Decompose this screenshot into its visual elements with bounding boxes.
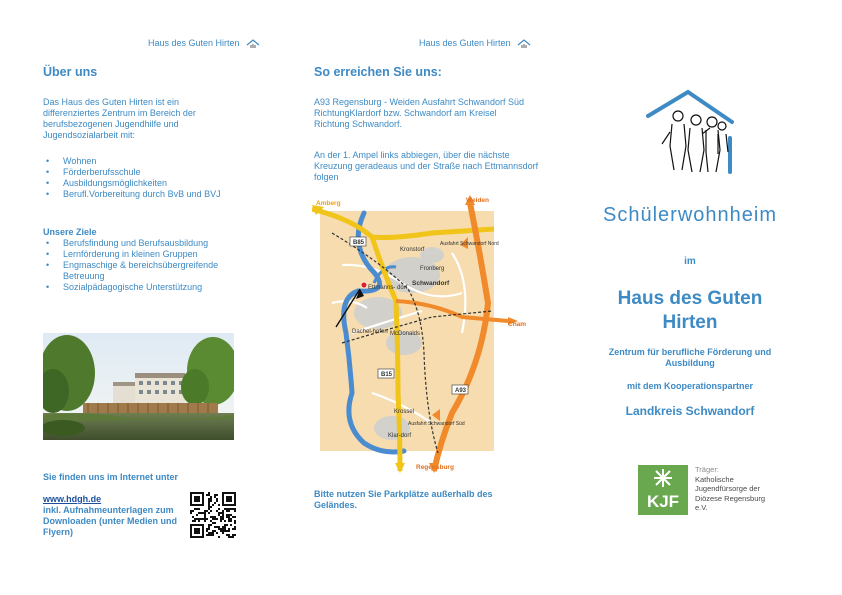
about-intro: Das Haus des Guten Hirten ist ein differenziertes Zentrum im Bereich der berufsbezogenen Jugendhilfe und Jugendsozialarbeit mit: (43, 97, 196, 140)
map-label-mcdonalds: McDonalds (390, 331, 421, 337)
directions-text-2: An der 1. Ampel links abbiegen, über die nächste Kreuzung geradeaus und der Straße nach Ettmannsdorf folgen (314, 150, 539, 182)
institution-subtitle: Zentrum für berufliche Förderung und Ausbildung (608, 347, 772, 368)
list-item: • Lernförderung in kleinen Gruppen (43, 249, 253, 260)
svg-text:B85: B85 (353, 240, 365, 246)
website-link-wrap (43, 494, 101, 505)
map-label-schwandorf: Schwandorf (412, 280, 450, 287)
house-logo (640, 88, 740, 178)
traeger-block (695, 465, 785, 513)
list-item: • Berufl.Vorbereitung durch BvB und BVJ (43, 189, 253, 200)
map-label-regensburg: Regensburg (416, 464, 454, 471)
website-note: inkl. Aufnahmeunterlagen zum Downloaden (unter Medien und Flyern) (43, 505, 177, 537)
map-label-amberg: Amberg (316, 200, 341, 207)
road-shield-b15 (378, 369, 394, 378)
parking-note: Bitte nutzen Sie Parkplätze außerhalb des Geländes. (314, 489, 493, 510)
goals-heading: Unsere Ziele (43, 227, 97, 237)
partner-intro: mit dem Kooperationspartner (626, 381, 754, 391)
traeger-name: Katholische Jugendfürsorge der Diözese Regensburg e.V. (695, 474, 766, 512)
col1-header (148, 38, 260, 49)
qr-code (190, 492, 236, 538)
kjf-logo-text: KJF (646, 492, 680, 511)
list-item: • Sozialpädagogische Unterstützung (43, 282, 253, 293)
im-label: im (684, 256, 696, 267)
building-photo (43, 333, 234, 440)
house-people-icon (640, 88, 740, 178)
list-item: • Förderberufsschule (43, 167, 253, 178)
traeger-label: Träger: (695, 465, 719, 474)
internet-heading: Sie finden uns im Internet unter (43, 472, 179, 482)
list-item: • Engmaschige & bereichsübergreifende Betreuung (43, 260, 253, 282)
road-shield-b85 (350, 237, 366, 246)
map-label-fronberg: Fronberg (420, 266, 445, 272)
map-label-ausfahrt-sued: Ausfahrt Schwandorf Süd (408, 421, 465, 427)
col1-header-text: Haus des Guten Hirten (148, 38, 240, 48)
svg-text:A93: A93 (455, 388, 467, 394)
map-label-cham: Cham (508, 321, 527, 328)
list-item: • Ausbildungsmöglichkeiten (43, 178, 253, 189)
about-heading: Über uns (43, 65, 98, 79)
website-link[interactable]: www.hdgh.de (43, 494, 102, 504)
list-item: • Wohnen (43, 156, 253, 167)
house-logo-icon (246, 39, 260, 49)
offer-list (43, 156, 253, 200)
goals-list (43, 238, 253, 293)
map-label-ettmannsdorf: Ettmanns- dorf (368, 285, 408, 291)
list-item: • Berufsfindung und Berufsausbildung (43, 238, 253, 249)
map-label-dachelhofen: Dachel-hofen (352, 329, 388, 335)
map-label-kronstorf: Kronstorf (400, 247, 425, 253)
col2-header-text: Haus des Guten Hirten (419, 38, 511, 48)
route-map (312, 193, 532, 473)
map-label-krossel: Krossel (394, 409, 415, 415)
institution-name: Haus des Guten Hirten (617, 288, 763, 333)
map-label-klardorf: Klar-dorf (388, 433, 412, 439)
kjf-logo (638, 465, 688, 515)
directions-heading: So erreichen Sie uns: (314, 65, 442, 79)
partner-name: Landkreis Schwandorf (625, 404, 755, 418)
house-logo-icon (517, 39, 531, 49)
main-title: Schülerwohnheim (603, 204, 777, 226)
map-label-ausfahrt-nord: Ausfahrt Schwandorf Nord (440, 241, 499, 247)
col2-header (419, 38, 531, 49)
svg-text:B15: B15 (381, 372, 393, 378)
map-label-weiden: Weiden (466, 197, 489, 204)
road-shield-a93 (452, 385, 468, 394)
directions-text-1: A93 Regensburg - Weiden Ausfahrt Schwandorf Süd RichtungKlardorf bzw. Schwandorf am Kreisel Richtung Schwandorf. (314, 97, 524, 129)
